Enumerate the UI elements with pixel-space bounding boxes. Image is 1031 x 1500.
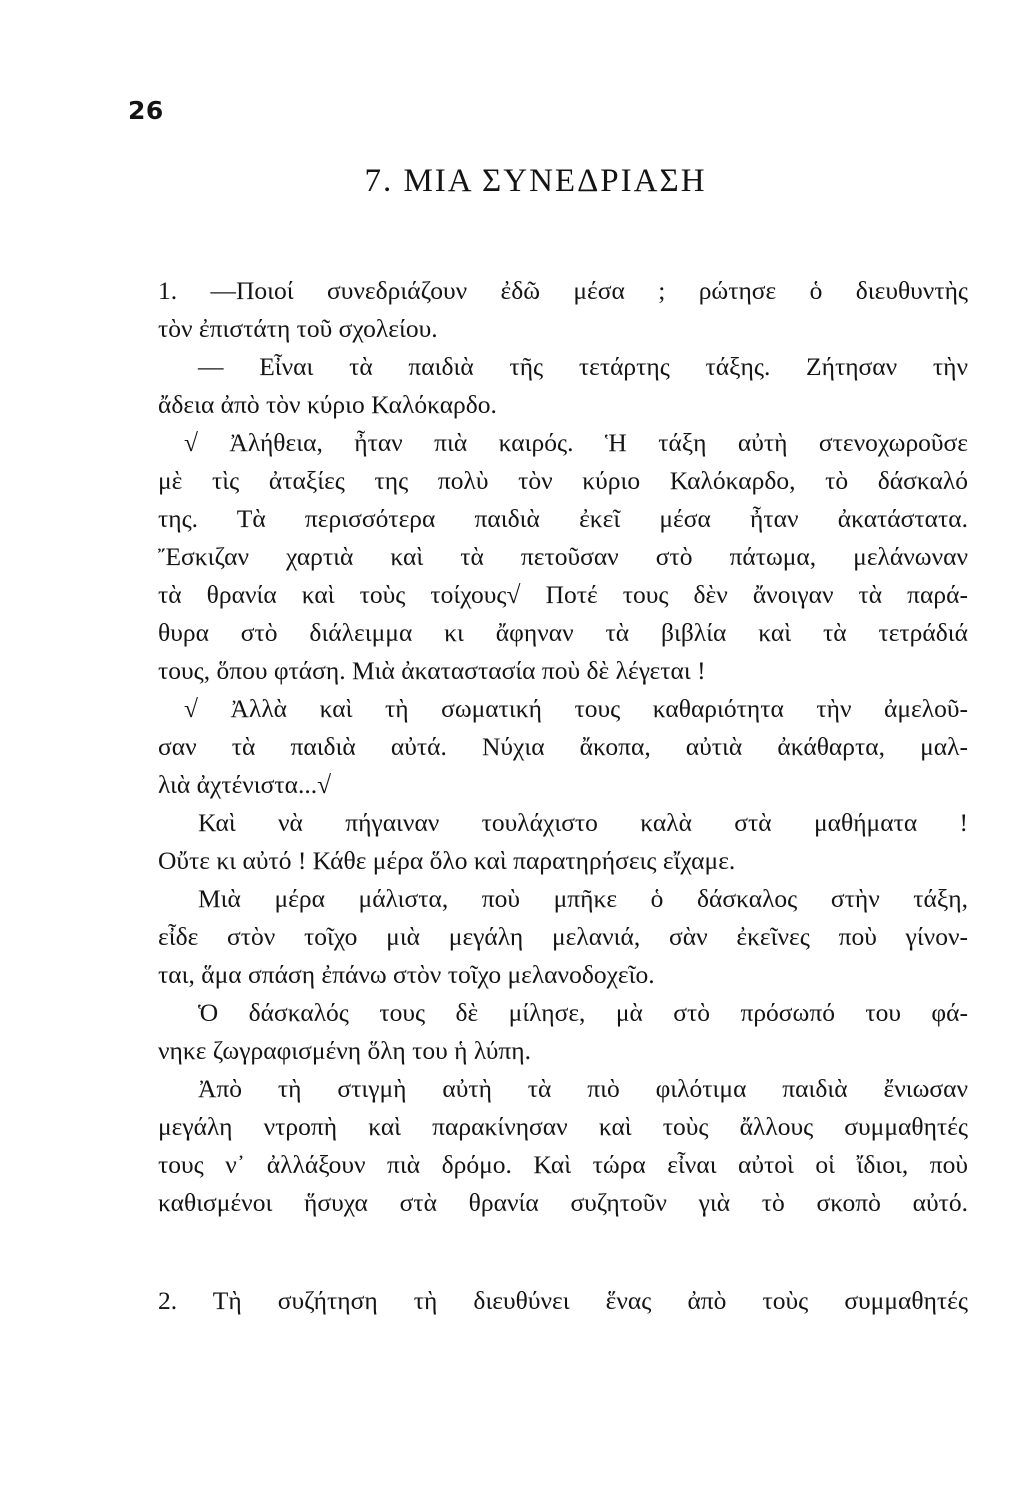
text-line: 2. Τὴ συζήτηση τὴ διευθύνει ἕνας ἀπὸ τοὺς συμμαθητές [158, 1286, 968, 1315]
text-line: τους ν᾿ ἀλλάξουν πιὰ δρόμο. Καὶ τώρα εἶναι αὐτοὶ οἱ ἴδιοι, ποὺ [158, 1150, 968, 1179]
text-line: νηκε ζωγραφισμένη ὅλη του ἡ λύπη. [158, 1036, 531, 1065]
text-line: Μιὰ μέρα μάλιστα, ποὺ μπῆκε ὁ δάσκαλος στὴν τάξη, [198, 884, 968, 913]
text-line: √ Ἀλήθεια, ἦταν πιὰ καιρός. Ἡ τάξη αὐτὴ στενοχωροῦσε [184, 428, 968, 457]
text-line: θυρα στὸ διάλειμμα κι ἄφηναν τὰ βιβλία καὶ τὰ τετράδιά [158, 618, 968, 647]
text-line: √ Ἀλλὰ καὶ τὴ σωματική τους καθαριότητα τὴν ἀμελοῦ- [184, 694, 968, 723]
text-line: σαν τὰ παιδιὰ αὐτά. Νύχια ἄκοπα, αὐτιὰ ἀκάθαρτα, μαλ- [158, 732, 968, 761]
text-line: Ὁ δάσκαλός τους δὲ μίλησε, μὰ στὸ πρόσωπό του φά- [198, 998, 968, 1027]
text-line: τὰ θρανία καὶ τοὺς τοίχους√ Ποτέ τους δὲν ἄνοιγαν τὰ παρά- [158, 580, 968, 609]
text-line: τους, ὅπου φτάση. Μιὰ ἀκαταστασία ποὺ δὲ λέγεται ! [158, 656, 706, 685]
chapter-title: 7. ΜΙΑ ΣΥΝΕΔΡΙΑΣΗ [364, 163, 707, 199]
text-line: Οὔτε κι αὐτό ! Κάθε μέρα ὅλο καὶ παρατηρήσεις εἴχαμε. [158, 846, 736, 875]
text-line: Καὶ νὰ πήγαιναν τουλάχιστο καλὰ στὰ μαθήματα ! [198, 808, 968, 837]
text-line: τὸν ἐπιστάτη τοῦ σχολείου. [158, 314, 438, 343]
text-line: — Εἶναι τὰ παιδιὰ τῆς τετάρτης τάξης. Ζήτησαν τὴν [198, 352, 968, 381]
text-line: μὲ τὶς ἀταξίες της πολὺ τὸν κύριο Καλόκαρδο, τὸ δάσκαλό [158, 466, 968, 495]
text-line: Ἔσκιζαν χαρτιὰ καὶ τὰ πετοῦσαν στὸ πάτωμα, μελάνωναν [158, 542, 968, 571]
text-line: της. Τὰ περισσότερα παιδιὰ ἐκεῖ μέσα ἦταν ἀκατάστατα. [158, 504, 968, 533]
body-text [158, 272, 968, 1320]
text-line: μεγάλη ντροπὴ καὶ παρακίνησαν καὶ τοὺς ἄλλους συμμαθητές [158, 1112, 968, 1141]
text-line: 1. —Ποιοί συνεδριάζουν ἐδῶ μέσα ; ρώτησε ὁ διευθυντὴς [158, 276, 968, 305]
text-line: εἶδε στὸν τοῖχο μιὰ μεγάλη μελανιά, σὰν ἐκεῖνες ποὺ γίνον- [158, 922, 968, 951]
text-line: Ἀπὸ τὴ στιγμὴ αὐτὴ τὰ πιὸ φιλότιμα παιδιὰ ἔνιωσαν [198, 1074, 968, 1103]
text-line: ἄδεια ἀπὸ τὸν κύριο Καλόκαρδο. [158, 390, 497, 419]
text-line: ται, ἅμα σπάση ἐπάνω στὸν τοῖχο μελανοδοχεῖο. [158, 960, 655, 989]
text-line: λιὰ ἀχτένιστα...√ [158, 770, 332, 799]
page-number: 26 [128, 96, 164, 125]
text-line: καθισμένοι ἥσυχα στὰ θρανία συζητοῦν γιὰ τὸ σκοπὸ αὐτό. [158, 1188, 968, 1217]
